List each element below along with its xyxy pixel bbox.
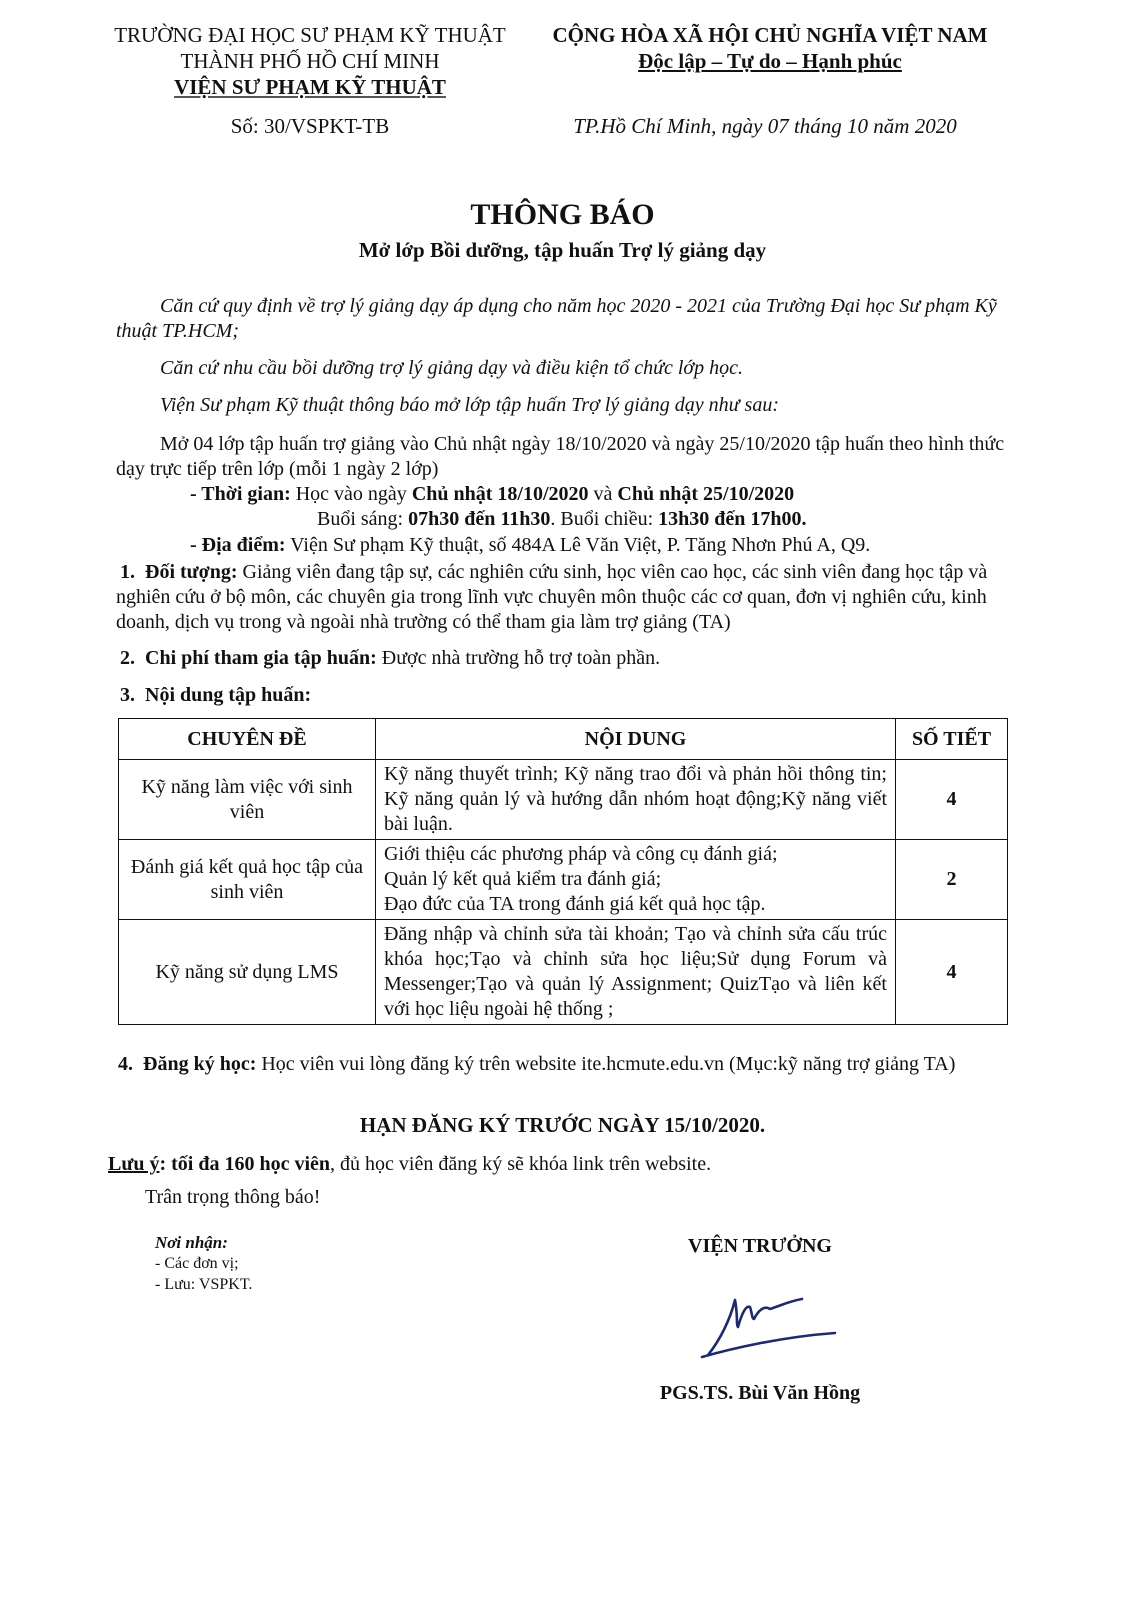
national-title: CỘNG HÒA XÃ HỘI CHỦ NGHĨA VIỆT NAM	[552, 23, 988, 47]
topic-cell: Kỹ năng làm việc với sinh viên	[119, 760, 376, 840]
morning-session: 07h30 đến 11h30	[408, 508, 551, 530]
location-label: - Địa điểm:	[190, 534, 286, 556]
university-name: TRƯỜNG ĐẠI HỌC SƯ PHẠM KỸ THUẬT	[114, 23, 506, 47]
location-line	[190, 533, 1030, 558]
periods-cell: 2	[896, 840, 1008, 920]
document-date: TP.Hồ Chí Minh, ngày 07 tháng 10 năm 2020	[573, 114, 957, 138]
recipient-item: - Các đơn vị;	[155, 1255, 239, 1272]
max-students: tối đa 160 học viên	[171, 1153, 331, 1175]
section-registration: 4. Đăng ký học: Học viên vui lòng đăng ký trên website ite.hcmute.edu.vn (Mục:kỹ năng trợ giảng TA)	[118, 1053, 956, 1075]
registration-deadline: HẠN ĐĂNG KÝ TRƯỚC NGÀY 15/10/2020.	[359, 1113, 766, 1137]
recipients-block	[155, 1232, 252, 1295]
issuing-org-block	[60, 22, 560, 100]
document-number: Số: 30/VSPKT-TB	[230, 114, 390, 138]
signer-title: VIỆN TRƯỞNG	[688, 1235, 832, 1257]
periods-cell: 4	[896, 920, 1008, 1025]
day-2: Chủ nhật 25/10/2020	[617, 483, 795, 505]
session-times: Buổi sáng: 07h30 đến 11h30. Buổi chiều: 13h30 đến 17h00.	[317, 508, 807, 530]
table-row	[119, 760, 1008, 840]
preamble-2: Căn cứ nhu cầu bồi dưỡng trợ lý giảng dạy và điều kiện tổ chức lớp học.	[160, 357, 743, 379]
note-line: Lưu ý: tối đa 160 học viên, đủ học viên đăng ký sẽ khóa link trên website.	[108, 1153, 712, 1175]
section-content: 3. Nội dung tập huấn:	[120, 684, 312, 706]
content-cell: Kỹ năng thuyết trình; Kỹ năng trao đổi và phản hồi thông tin; Kỹ năng quản lý và hướng dẫn nhóm hoạt động;Kỹ năng viết bài luận.	[376, 760, 896, 840]
topic-cell: Đánh giá kết quả học tập của sinh viên	[119, 840, 376, 920]
training-content-table	[118, 718, 1008, 1025]
signature-icon	[690, 1285, 840, 1365]
note-label: Lưu ý	[108, 1153, 160, 1175]
document-title: THÔNG BÁO	[470, 198, 655, 231]
section-cost: 2. Chi phí tham gia tập huấn: Được nhà trường hỗ trợ toàn phần.	[120, 647, 661, 669]
time-line: - Thời gian: Học vào ngày Chủ nhật 18/10/2020 và Chủ nhật 25/10/2020	[190, 483, 795, 505]
day-1: Chủ nhật 18/10/2020	[411, 483, 589, 505]
content-cell: Đăng nhập và chỉnh sửa tài khoản; Tạo và chỉnh sửa cấu trúc khóa học;Tạo và chỉnh sửa học liệu;Sử dụng Forum và Messenger;Tạo và quản lý Assignment; QuizTạo và liên kết với học liệu ngoài hệ thống ;	[376, 920, 896, 1025]
col-header-periods: SỐ TIẾT	[896, 719, 1008, 760]
content-cell: Giới thiệu các phương pháp và công cụ đánh giá; Quản lý kết quả kiểm tra đánh giá; Đạo đức của TA trong đánh giá kết quả học tập.	[376, 840, 896, 920]
recipients-label: Nơi nhận:	[155, 1233, 228, 1252]
preamble-3: Viện Sư phạm Kỹ thuật thông báo mở lớp tập huấn Trợ lý giảng dạy như sau:	[160, 394, 780, 416]
periods-cell: 4	[896, 760, 1008, 840]
section-target-audience: 1. Đối tượng: Giảng viên đang tập sự, các nghiên cứu sinh, học viên cao học, các sinh viên đang học tập và nghiên cứu ở bộ môn, các chuyên gia trong lĩnh vực chuyên môn thuộc các cơ quan, đơn vị nghiên cứu, kinh doanh, dịch vụ trong và ngoài nhà trường có thể tham gia làm trợ giảng (TA)	[116, 561, 988, 633]
document-subtitle: Mở lớp Bồi dưỡng, tập huấn Trợ lý giảng dạy	[358, 238, 767, 262]
col-header-topic: CHUYÊN ĐỀ	[119, 719, 376, 760]
preamble-1: Căn cứ quy định về trợ lý giảng dạy áp dụng cho năm học 2020 - 2021 của Trường Đại học Sư phạm Kỹ thuật TP.HCM;	[116, 295, 997, 342]
topic-cell: Kỹ năng sử dụng LMS	[119, 920, 376, 1025]
national-header-block	[510, 22, 1030, 74]
afternoon-session: 13h30 đến 17h00.	[658, 508, 807, 530]
signature-stroke	[702, 1299, 835, 1357]
institute-name: VIỆN SƯ PHẠM KỸ THUẬT	[174, 75, 446, 99]
city-name: THÀNH PHỐ HỒ CHÍ MINH	[180, 49, 440, 73]
location-address: Viện Sư phạm Kỹ thuật, số 484A Lê Văn Việt, P. Tăng Nhơn Phú A, Q9.	[285, 534, 871, 556]
table-row	[119, 920, 1008, 1025]
time-label: - Thời gian:	[190, 483, 291, 505]
table-header-row	[119, 719, 1008, 760]
table-row	[119, 840, 1008, 920]
closing-line: Trân trọng thông báo!	[145, 1186, 321, 1208]
intro-paragraph: Mở 04 lớp tập huấn trợ giảng vào Chủ nhật ngày 18/10/2020 và ngày 25/10/2020 tập huấn theo hình thức dạy trực tiếp trên lớp (mỗi 1 ngày 2 lớp)	[116, 433, 1005, 480]
col-header-content: NỘI DUNG	[376, 719, 896, 760]
signer-name: PGS.TS. Bùi Văn Hồng	[659, 1382, 861, 1404]
recipient-item: - Lưu: VSPKT.	[155, 1276, 253, 1293]
national-motto: Độc lập – Tự do – Hạnh phúc	[638, 49, 902, 73]
registration-text: Học viên vui lòng đăng ký trên website ite.hcmute.edu.vn (Mục:kỹ năng trợ giảng TA)	[256, 1053, 956, 1075]
